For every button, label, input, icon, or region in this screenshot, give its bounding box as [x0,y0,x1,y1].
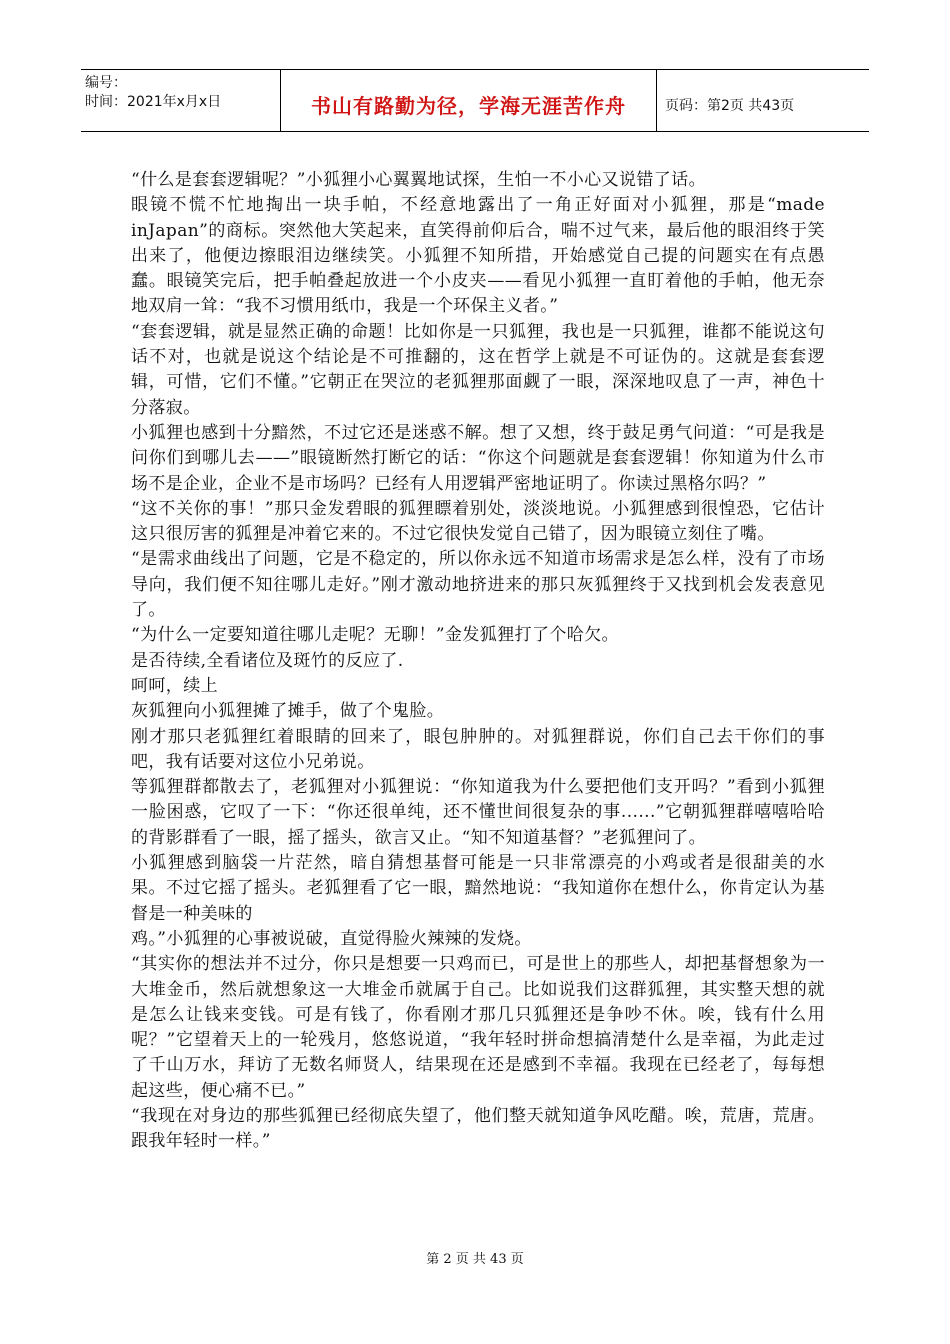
paragraph: 小狐狸感到脑袋一片茫然，暗自猜想基督可能是一只非常漂亮的小鸡或者是很甜美的水果。不过它摇了摇头。老狐狸看了它一眼，黯然地说：“我知道你在想什么，你肯定认为基督是一种美味的 [131,853,825,924]
paragraph: 刚才那只老狐狸红着眼睛的回来了，眼包肿肿的。对狐狸群说，你们自己去干你们的事吧，我有话要对这位小兄弟说。 [131,726,825,772]
footer-page-number: 第 2 页 共 43 页 [426,1252,524,1267]
header-page-code: 页码：第2页 共43页 [665,97,795,114]
header-page-cell [657,70,869,131]
header-meta-cell [81,70,281,131]
document-time-label: 时间：2021年x月x日 [85,94,222,110]
paragraph: “我现在对身边的那些狐狸已经彻底失望了，他们整天就知道争风吃醋。唉，荒唐，荒唐。跟我年轻时一样。” [131,1105,825,1152]
paragraph: 等狐狸群都散去了，老狐狸对小狐狸说：“你知道我为什么要把他们支开吗？”看到小狐狸一脸困惑，它叹了一下：“你还很单纯，还不懂世间很复杂的事......”它朝狐狸群嘻嘻哈哈的背影群看了一眼，摇了摇头，欲言又止。“知不知道基督？”老狐狸问了。 [131,777,825,848]
paragraph: 小狐狸也感到十分黯然，不过它还是迷惑不解。想了又想，终于鼓足勇气问道：“可是我是问你们到哪儿去——”眼镜断然打断它的话：“你这个问题就是套套逻辑！你知道为什么市场不是企业，企业不是市场吗？已经有人用逻辑严密地证明了。你读过黑格尔吗？” [131,422,825,494]
header-motto-cell [281,70,657,131]
paragraph: “为什么一定要知道往哪儿走呢？无聊！”金发狐狸打了个哈欠。 [131,625,619,646]
paragraph: 鸡。”小狐狸的心事被说破，直觉得脸火辣辣的发烧。 [131,928,532,949]
paragraph: “什么是套套逻辑呢？”小狐狸小心翼翼地试探，生怕一不小心又说错了话。 [131,170,706,190]
header-motto: 书山有路勤为径，学海无涯苦作舟 [311,94,626,118]
paragraph: “套套逻辑，就是显然正确的命题！比如你是一只狐狸，我也是一只狐狸，谁都不能说这句话不对，也就是说这个结论是不可推翻的，这在哲学上就是不可证伪的。这就是套套逻辑，可惜，它们不懂。”它朝正在哭泣的老狐狸那面觑了一眼，深深地叹息了一声，神色十分落寂。 [131,321,825,418]
paragraph: 灰狐狸向小狐狸摊了摊手，做了个鬼脸。 [131,701,445,722]
paragraph: 眼镜不慌不忙地掏出一块手帕，不经意地露出了一角正好面对小狐狸，那是“made inJapan”的商标。突然他大笑起来，直笑得前仰后合，喘不过气来，最后他的眼泪终于笑出来了，他便边擦眼泪边继续笑。小狐狸不知所措，开始感觉自己提的问题实在有点愚蠢。眼镜笑完后，把手帕叠起放进一个小皮夹——看见小狐狸一直盯着他的手帕，他无奈地双肩一耸：“我不习惯用纸巾，我是一个环保主义者。” [131,195,825,317]
paragraph: 是否待续,全看诸位及斑竹的反应了. [131,650,404,671]
paragraph: “是需求曲线出了问题，它是不稳定的，所以你永远不知道市场需求是怎么样，没有了市场导向，我们便不知往哪儿走好。”刚才激动地挤进来的那只灰狐狸终于又找到机会发表意见了。 [131,549,825,621]
page-footer [0,1248,950,1267]
paragraph: “其实你的想法并不过分，你只是想要一只鸡而已，可是世上的那些人，却把基督想象为一大堆金币，然后就想象这一大堆金币就属于自己。比如说我们这群狐狸，其实整天想的就是怎么让钱来变钱。可是有钱了，你看刚才那几只狐狸还是争吵不休。唉，钱有什么用呢？”它望着天上的一轮残月，悠悠说道，“我年轻时拼命想搞清楚什么是幸福，为此走过了千山万水，拜访了无数名师贤人，结果现在还是感到不幸福。我现在已经老了，每每想起这些，便心痛不已。” [131,954,825,1101]
paragraph: “这不关你的事！”那只金发碧眼的狐狸瞟着别处，淡淡地说。小狐狸感到很惶恐，它估计这只很厉害的狐狸是冲着它来的。不过它很快发觉自己错了，因为眼镜立刻住了嘴。 [131,498,825,545]
document-body [131,168,825,1155]
page-header [81,69,869,132]
paragraph: 呵呵，续上 [131,675,218,696]
document-number-label: 编号： [85,75,127,91]
